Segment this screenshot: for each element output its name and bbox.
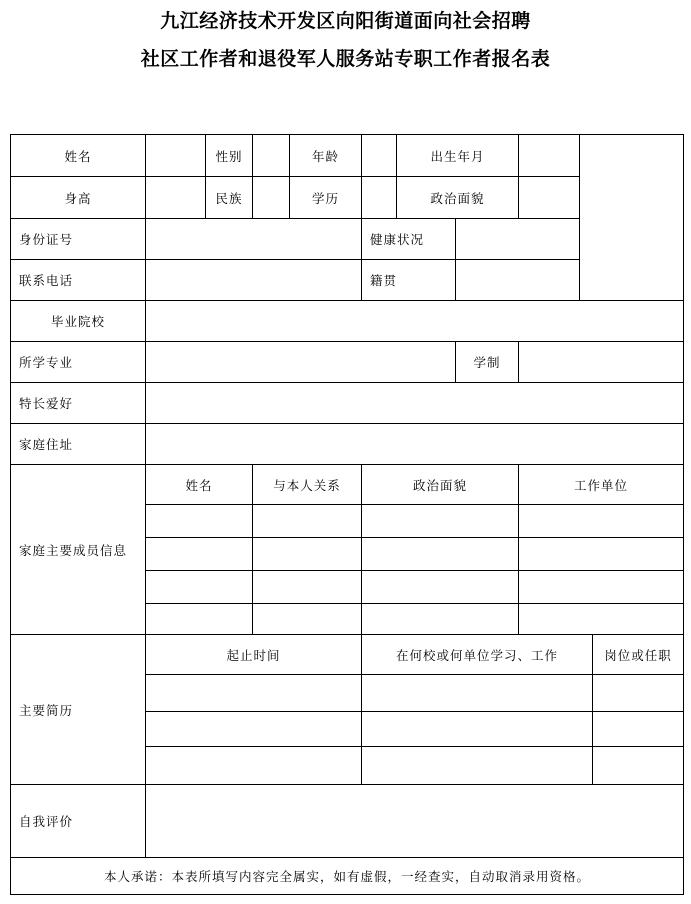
phone-label: 联系电话 <box>10 259 146 301</box>
resume-cell[interactable] <box>145 746 362 785</box>
education-field[interactable] <box>361 176 397 219</box>
id-number-label: 身份证号 <box>10 218 146 260</box>
specialty-field[interactable] <box>145 382 684 424</box>
family-cell[interactable] <box>361 603 519 635</box>
family-header-political: 政治面貌 <box>361 464 519 505</box>
resume-cell[interactable] <box>145 711 362 747</box>
political-label: 政治面貌 <box>396 176 519 219</box>
name-label: 姓名 <box>10 134 146 177</box>
family-cell[interactable] <box>252 504 362 538</box>
pledge-row <box>10 857 684 895</box>
height-label: 身高 <box>10 176 146 219</box>
resume-label: 主要简历 <box>10 634 146 785</box>
school-label: 毕业院校 <box>10 300 146 342</box>
family-cell[interactable] <box>518 570 684 604</box>
family-cell[interactable] <box>145 603 253 635</box>
age-field[interactable] <box>361 134 397 177</box>
birth-field[interactable] <box>518 134 580 177</box>
family-cell[interactable] <box>252 570 362 604</box>
family-cell[interactable] <box>252 603 362 635</box>
resume-cell[interactable] <box>361 746 593 785</box>
family-cell[interactable] <box>252 537 362 571</box>
resume-cell[interactable] <box>592 711 684 747</box>
birth-label: 出生年月 <box>396 134 519 177</box>
major-label: 所学专业 <box>10 341 146 383</box>
self-eval-field[interactable] <box>145 784 684 858</box>
health-field[interactable] <box>455 218 580 260</box>
education-label: 学历 <box>289 176 362 219</box>
family-cell[interactable] <box>361 570 519 604</box>
political-field[interactable] <box>518 176 580 219</box>
form-title-line-1: 九江经济技术开发区向阳街道面向社会招聘 <box>160 10 531 32</box>
native-place-field[interactable] <box>455 259 580 301</box>
family-cell[interactable] <box>145 570 253 604</box>
gender-field[interactable] <box>252 134 290 177</box>
resume-header-institution: 在何校或何单位学习、工作 <box>361 634 593 675</box>
resume-cell[interactable] <box>361 674 593 712</box>
schooling-field[interactable] <box>518 341 684 383</box>
gender-label: 性别 <box>205 134 253 177</box>
phone-field[interactable] <box>145 259 362 301</box>
resume-cell[interactable] <box>361 711 593 747</box>
address-label: 家庭住址 <box>10 423 146 465</box>
resume-header-position: 岗位或任职 <box>592 634 684 675</box>
family-cell[interactable] <box>361 504 519 538</box>
photo-box[interactable] <box>579 134 684 301</box>
family-header-work-unit: 工作单位 <box>518 464 684 505</box>
address-field[interactable] <box>145 423 684 465</box>
major-field[interactable] <box>145 341 456 383</box>
ethnicity-label: 民族 <box>205 176 253 219</box>
family-cell[interactable] <box>518 603 684 635</box>
resume-cell[interactable] <box>592 746 684 785</box>
family-cell[interactable] <box>145 537 253 571</box>
family-label: 家庭主要成员信息 <box>10 464 146 635</box>
family-cell[interactable] <box>361 537 519 571</box>
family-header-name: 姓名 <box>145 464 253 505</box>
family-cell[interactable] <box>518 537 684 571</box>
health-label: 健康状况 <box>361 218 456 260</box>
specialty-label: 特长爱好 <box>10 382 146 424</box>
pledge-text: 本人承诺：本表所填写内容完全属实，如有虚假，一经查实，自动取消录用资格。 <box>103 869 590 884</box>
resume-cell[interactable] <box>592 674 684 712</box>
family-cell[interactable] <box>145 504 253 538</box>
height-field[interactable] <box>145 176 206 219</box>
name-field[interactable] <box>145 134 206 177</box>
family-cell[interactable] <box>518 504 684 538</box>
schooling-label: 学制 <box>455 341 519 383</box>
school-field[interactable] <box>145 300 684 342</box>
family-header-relation: 与本人关系 <box>252 464 362 505</box>
resume-header-period: 起止时间 <box>145 634 362 675</box>
age-label: 年龄 <box>289 134 362 177</box>
ethnicity-field[interactable] <box>252 176 290 219</box>
resume-cell[interactable] <box>145 674 362 712</box>
form-title-line-2: 社区工作者和退役军人服务站专职工作者报名表 <box>140 48 551 70</box>
native-place-label: 籍贯 <box>361 259 456 301</box>
self-eval-label: 自我评价 <box>10 784 146 858</box>
id-number-field[interactable] <box>145 218 362 260</box>
